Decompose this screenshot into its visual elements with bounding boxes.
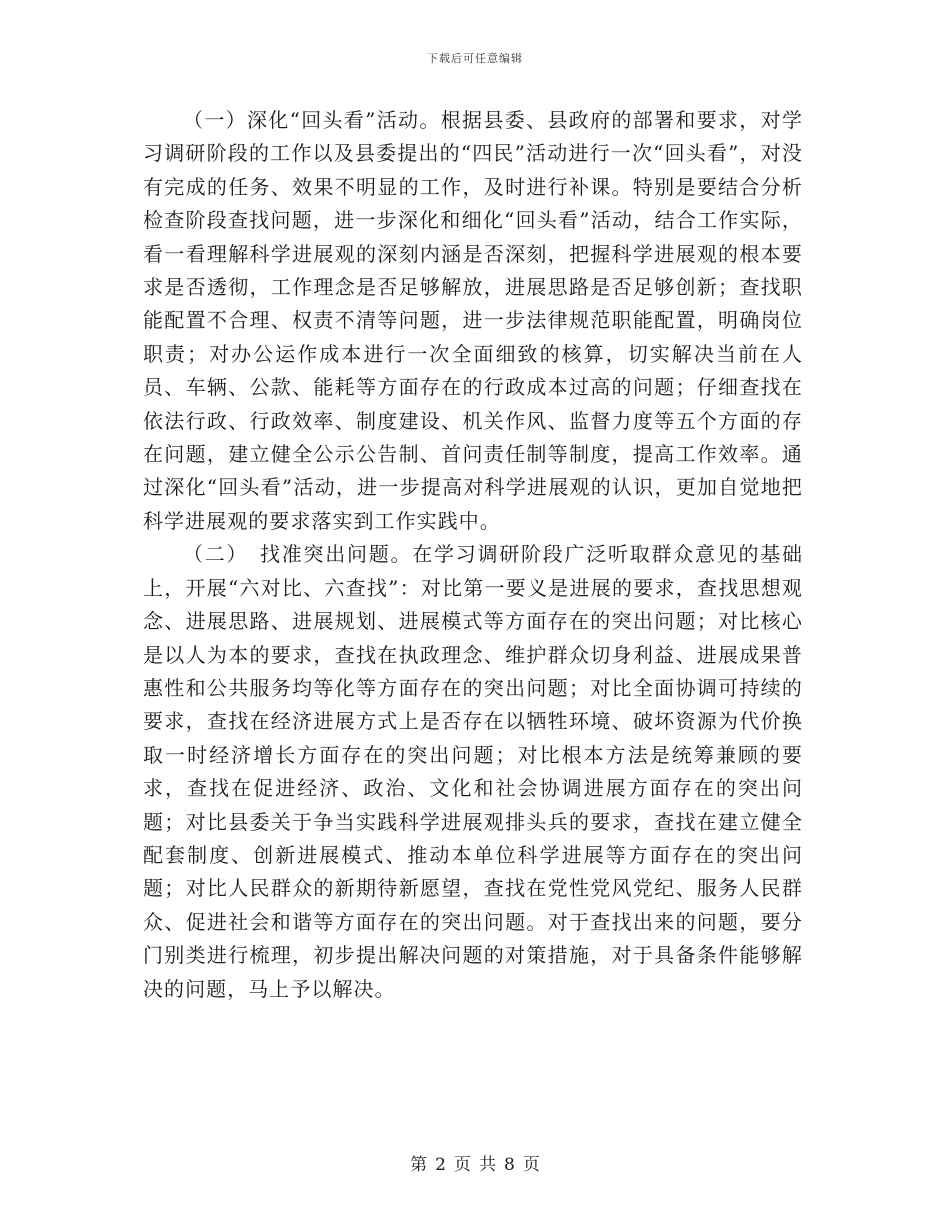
paragraph-section-2: （二） 找准突出问题。在学习调研阶段广泛听取群众意见的基础上，开展“六对比、六查找”：对比第一要义是进展的要求，查找思想观念、进展思路、进展规划、进展模式等方面存在的突出问题；对比核心是以人为本的要求，查找在执政理念、维护群众切身利益、进展成果普惠性和公共服务均等化等方面存在的突出问题；对比全面协调可持续的要求，查找在经济进展方式上是否存在以牺牲环境、破坏资源为代价换取一时经济增长方面存在的突出问题；对比根本方法是统筹兼顾的要求，查找在促进经济、政治、文化和社会协调进展方面存在的突出问题；对比县委关于争当实践科学进展观排头兵的要求，查找在建立健全配套制度、创新进展模式、推动本单位科学进展等方面存在的突出问题；对比人民群众的新期待新愿望，查找在党性党风党纪、服务人民群众、促进社会和谐等方面存在的突出问题。对于查找出来的问题，要分门别类进行梳理，初步提出解决问题的对策措施，对于具备条件能够解决的问题，马上予以解决。 — [143, 542, 803, 1001]
footer-total-label: 共 — [479, 1155, 496, 1175]
paragraph-section-1: （一）深化“回头看”活动。根据县委、县政府的部署和要求，对学习调研阶段的工作以及县委提出的“四民”活动进行一次“回头看”，对没有完成的任务、效果不明显的工作，及时进行补课。特别是要结合分析检查阶段查找问题，进一步深化和细化“回头看”活动，结合工作实际，看一看理解科学进展观的深刻内涵是否深刻，把握科学进展观的根本要求是否透彻，工作理念是否足够解放，进展思路是否足够创新；查找职能配置不合理、权责不清等问题，进一步法律规范职能配置，明确岗位职责；对办公运作成本进行一次全面细致的核算，切实解决当前在人员、车辆、公款、能耗等方面存在的行政成本过高的问题；仔细查找在依法行政、行政效率、制度建设、机关作风、监督力度等五个方面的存在问题，建立健全公示公告制、首问责任制等制度，提高工作效率。通过深化“回头看”活动，进一步提高对科学进展观的认识，更加自觉地把科学进展观的要求落实到工作实践中。 — [143, 108, 803, 533]
current-page-number: 2 — [435, 1155, 446, 1175]
page-footer — [0, 1150, 950, 1175]
total-pages-number: 8 — [504, 1155, 515, 1175]
document-body — [143, 104, 803, 1006]
header-note: 下载后可任意编辑 — [427, 52, 523, 65]
footer-page-label: 页 — [454, 1155, 471, 1175]
footer-suffix: 页 — [522, 1155, 540, 1175]
page-header — [0, 50, 950, 66]
footer-prefix: 第 — [410, 1155, 428, 1175]
